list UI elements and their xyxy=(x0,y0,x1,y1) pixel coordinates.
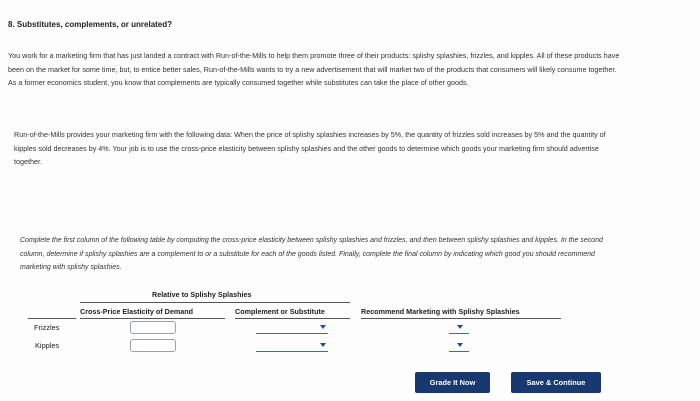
question-title: 8. Substitutes, complements, or unrelated? xyxy=(8,20,173,29)
row-label-kipples: Kipples xyxy=(35,341,60,350)
table-instructions: Complete the first column of the following table by computing the cross-price elasticity between splishy splashies and frizzles, and then between splishy splashies and kipples. In the second column, determine if splishy splashies are a complement to or a substitute for each of the goods listed. Finally, complete the final column by indicating which good you should recommend marketing with splishy splashies. xyxy=(20,237,603,272)
scenario-paragraph: You work for a marketing firm that has just landed a contract with Run-of-the-Mills to help them promote three of their products: splishy splashies, frizzles, and kipples. All of these products have been on the market for some time, but, to entice better sales, Run-of-the-Mills wants to try a new advertisement that will market two of the products that consumers will likely consume together. As a former economics student, you know that complements are typically consumed together while substitutes can take the place of other goods. xyxy=(8,51,620,88)
kipples-recommend-dropdown[interactable] xyxy=(449,339,469,352)
frizzles-elasticity-input[interactable] xyxy=(130,321,176,334)
frizzles-relationship-dropdown[interactable] xyxy=(256,321,328,334)
column-header-elasticity: Cross-Price Elasticity of Demand xyxy=(80,307,194,316)
kipples-elasticity-input[interactable] xyxy=(130,339,176,352)
row-label-frizzles: Frizzles xyxy=(34,323,60,332)
group-header-rule xyxy=(80,302,350,303)
chevron-down-icon xyxy=(457,343,463,347)
column-header-relationship: Complement or Substitute xyxy=(235,307,325,316)
column-rule-elasticity xyxy=(80,318,225,319)
column-header-recommend: Recommend Marketing with Splishy Splashies xyxy=(361,307,520,316)
frizzles-recommend-dropdown[interactable] xyxy=(449,321,469,334)
chevron-down-icon xyxy=(457,325,463,329)
chevron-down-icon xyxy=(320,343,326,347)
column-rule-relationship xyxy=(235,318,350,319)
column-rule-recommend xyxy=(361,318,561,319)
data-paragraph: Run-of-the-Mills provides your marketing firm with the following data: When the price of splishy splashies increases by 5%, the quantity of frizzles sold increases by 5% and the quantity of kipples sold decreases by 4%. Your job is to use the cross-price elasticity between splishy splashies and the other goods to determine which goods your marketing firm should advertise together. xyxy=(14,130,606,167)
table-group-header: Relative to Splishy Splashies xyxy=(152,290,252,299)
chevron-down-icon xyxy=(320,325,326,329)
save-continue-button[interactable]: Save & Continue xyxy=(511,372,601,393)
kipples-relationship-dropdown[interactable] xyxy=(256,339,328,352)
column-rule-label xyxy=(28,318,76,319)
grade-it-now-button[interactable]: Grade It Now xyxy=(415,372,490,393)
